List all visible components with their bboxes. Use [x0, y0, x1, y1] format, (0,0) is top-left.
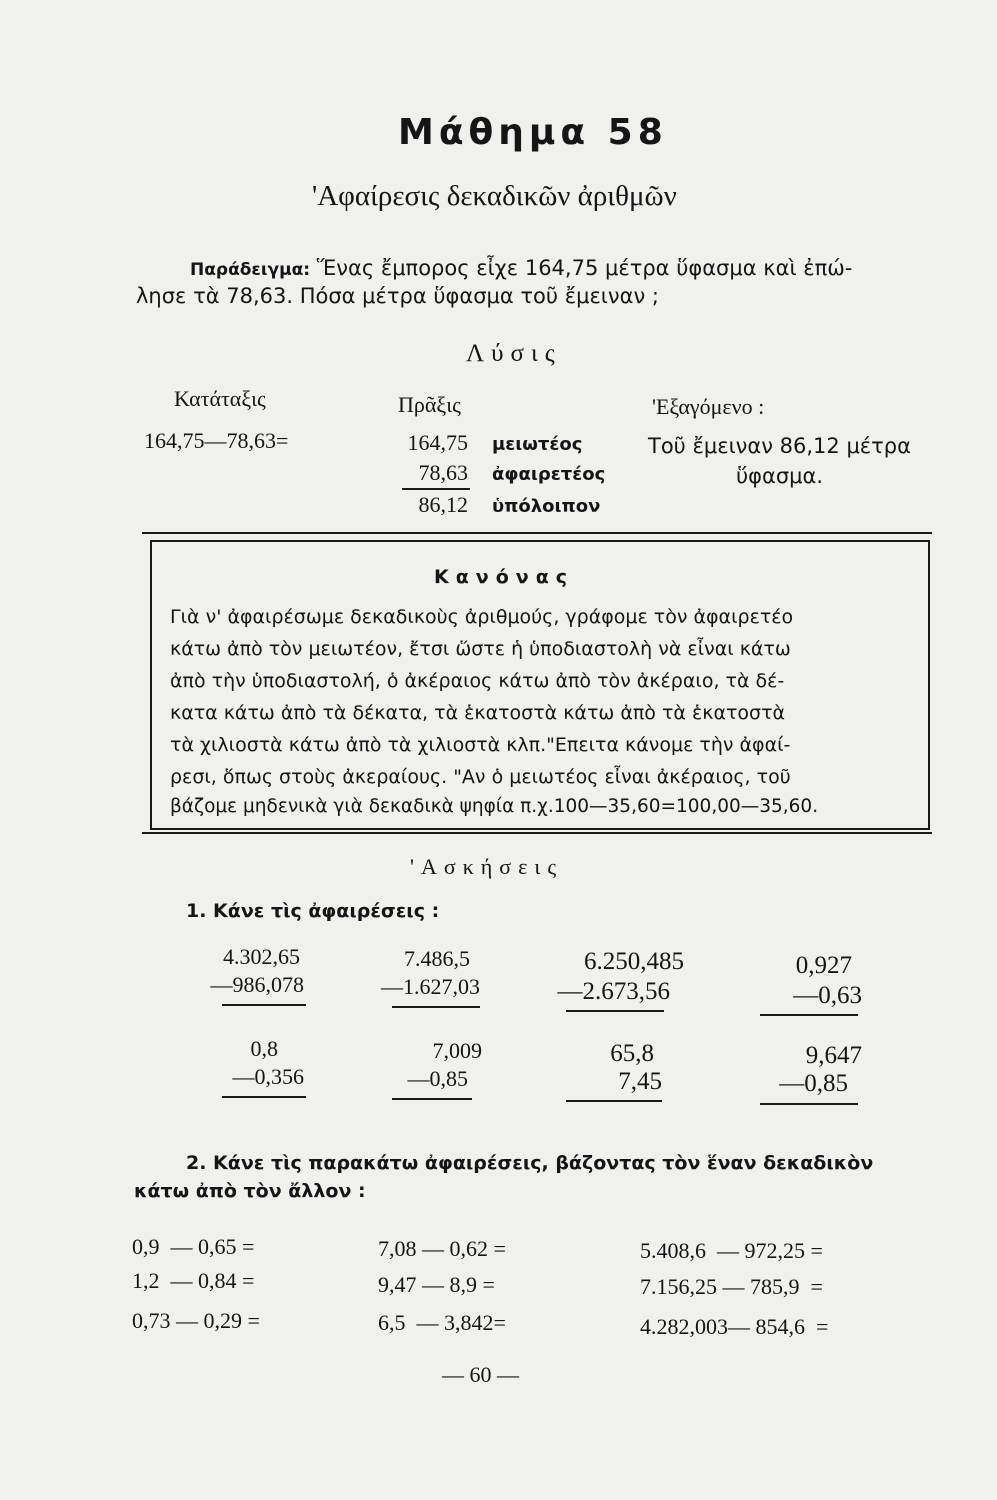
- rule-box-top-line: [142, 532, 932, 534]
- solution-heading: Λύσις: [466, 340, 562, 367]
- ex2-col3-item-1: 5.408,6 — 972,25 =: [640, 1238, 823, 1263]
- example-label: Παράδειγμα:: [190, 260, 311, 280]
- rule-line-2: κάτω ἀπὸ τὸν μειωτέον, ἔτσι ὥστε ἡ ὑποδιαστολὴ νὰ εἶναι κάτω: [170, 638, 791, 660]
- example-line-1: [190, 256, 852, 280]
- result-heading: 'Εξαγόμενο :: [652, 394, 765, 419]
- ex1-r2c1-line: [222, 1096, 306, 1098]
- ex1-r2c3-top: 65,8: [610, 1040, 654, 1067]
- ex1-r2c1-bottom: —0,356: [232, 1064, 304, 1089]
- subtrahend-label: ἀφαιρετέος: [492, 464, 606, 485]
- example-text-2: λησε τὰ 78,63. Πόσα μέτρα ὕφασμα τοῦ ἔμειναν ;: [136, 284, 659, 308]
- minuend-value: 164,75: [407, 430, 468, 455]
- ex1-r1c4-bottom: —0,63: [793, 982, 862, 1009]
- rule-line-6: ρεσι, ὅπως στοὺς ἀκεραίους. "Αν ὁ μειωτέος εἶναι ἀκέραιος, τοῦ: [170, 766, 791, 788]
- ex1-r1c3-top: 6.250,485: [584, 948, 684, 975]
- ex2-col3-item-3: 4.282,003— 854,6 =: [640, 1314, 829, 1339]
- ex1-r1c3-bottom: —2.673,56: [557, 978, 670, 1005]
- ex2-col2-item-3: 6,5 — 3,842=: [378, 1310, 506, 1335]
- subtrahend-value: 78,63: [418, 460, 468, 485]
- rule-line-4: κατα κάτω ἀπὸ τὰ δέκατα, τὰ ἑκατοστὰ κάτω ἀπὸ τὰ ἑκατοστὰ: [170, 702, 786, 724]
- operation-heading: Πρᾶξις: [398, 392, 461, 417]
- ex1-r1c2-bottom: —1.627,03: [381, 974, 480, 999]
- ex1-r2c3-line: [566, 1100, 662, 1102]
- ex1-r1c2-line: [392, 1006, 480, 1008]
- rule-box-bottom-line: [142, 832, 932, 834]
- ex1-r2c4-top: 9,647: [805, 1042, 862, 1069]
- result-line-1: Τοῦ ἔμειναν 86,12 μέτρα: [648, 434, 911, 458]
- ex1-r1c1-bottom: —986,078: [210, 972, 304, 997]
- rule-line-5: τὰ χιλιοστὰ κάτω ἀπὸ τὰ χιλιοστὰ κλπ."Επειτα κάνομε τὴν ἀφαί-: [170, 734, 791, 756]
- lesson-title: Μάθημα 58: [398, 112, 668, 153]
- difference-label: ὑπόλοιπον: [492, 496, 601, 517]
- example-text-1: Ἕνας ἔμπορος εἶχε 164,75 μέτρα ὕφασμα καὶ ἐπώ-: [316, 256, 853, 280]
- ex1-r1c1-line: [222, 1004, 306, 1006]
- arrangement-heading: Κατάταξις: [174, 386, 266, 411]
- minuend-label: μειωτέος: [492, 434, 583, 455]
- exercise-2-title-2: κάτω ἀπὸ τὸν ἄλλον :: [134, 1180, 366, 1202]
- ex1-r1c4-top: 0,927: [795, 952, 852, 979]
- ex1-r1c4-line: [760, 1014, 858, 1016]
- ex1-r1c2-top: 7.486,5: [404, 946, 470, 971]
- page-number: — 60 —: [442, 1362, 519, 1387]
- ex2-col1-item-3: 0,73 — 0,29 =: [132, 1308, 260, 1333]
- ex1-r2c4-bottom: —0,85: [779, 1070, 848, 1097]
- exercise-1-title: 1. Κάνε τὶς ἀφαιρέσεις :: [186, 900, 440, 922]
- ex2-col1-item-2: 1,2 — 0,84 =: [132, 1268, 255, 1293]
- ex2-col3-item-2: 7.156,25 — 785,9 =: [640, 1274, 823, 1299]
- ex1-r2c2-top: 7,009: [432, 1038, 482, 1063]
- operation-sum-line: [402, 488, 470, 490]
- ex1-r2c2-bottom: —0,85: [407, 1066, 468, 1091]
- ex1-r2c3-bottom: 7,45: [618, 1068, 662, 1095]
- result-line-2: ὕφασμα.: [736, 464, 824, 488]
- lesson-subtitle: 'Αφαίρεσις δεκαδικῶν ἀριθμῶν: [312, 180, 677, 212]
- ex1-r1c3-line: [566, 1010, 664, 1012]
- ex1-r2c2-line: [392, 1098, 472, 1100]
- exercises-heading: 'Ασκήσεις: [410, 854, 564, 879]
- rule-line-1: Γιὰ ν' ἀφαιρέσωμε δεκαδικοὺς ἀριθμούς, γράφομε τὸν ἀφαιρετέο: [170, 606, 794, 628]
- ex1-r1c1-top: 4.302,65: [223, 944, 300, 969]
- ex1-r2c1-top: 0,8: [250, 1036, 278, 1061]
- arrangement-expression: 164,75—78,63=: [144, 428, 289, 453]
- rule-line-3: ἀπὸ τὴν ὑποδιαστολή, ὁ ἀκέραιος κάτω ἀπὸ τὸν ἀκέραιο, τὰ δέ-: [170, 670, 785, 692]
- ex1-r2c4-line: [760, 1103, 858, 1105]
- ex2-col1-item-1: 0,9 — 0,65 =: [132, 1234, 255, 1259]
- rule-line-7: βάζομε μηδενικὰ γιὰ δεκαδικὰ ψηφία π.χ.100—35,60=100,00—35,60.: [170, 796, 819, 817]
- difference-value: 86,12: [418, 492, 468, 517]
- rule-heading: Κανόνας: [434, 566, 575, 588]
- ex2-col2-item-1: 7,08 — 0,62 =: [378, 1236, 506, 1261]
- ex2-col2-item-2: 9,47 — 8,9 =: [378, 1272, 495, 1297]
- exercise-2-title-1: 2. Κάνε τὶς παρακάτω ἀφαιρέσεις, βάζοντας τὸν ἕναν δεκαδικὸν: [186, 1152, 874, 1174]
